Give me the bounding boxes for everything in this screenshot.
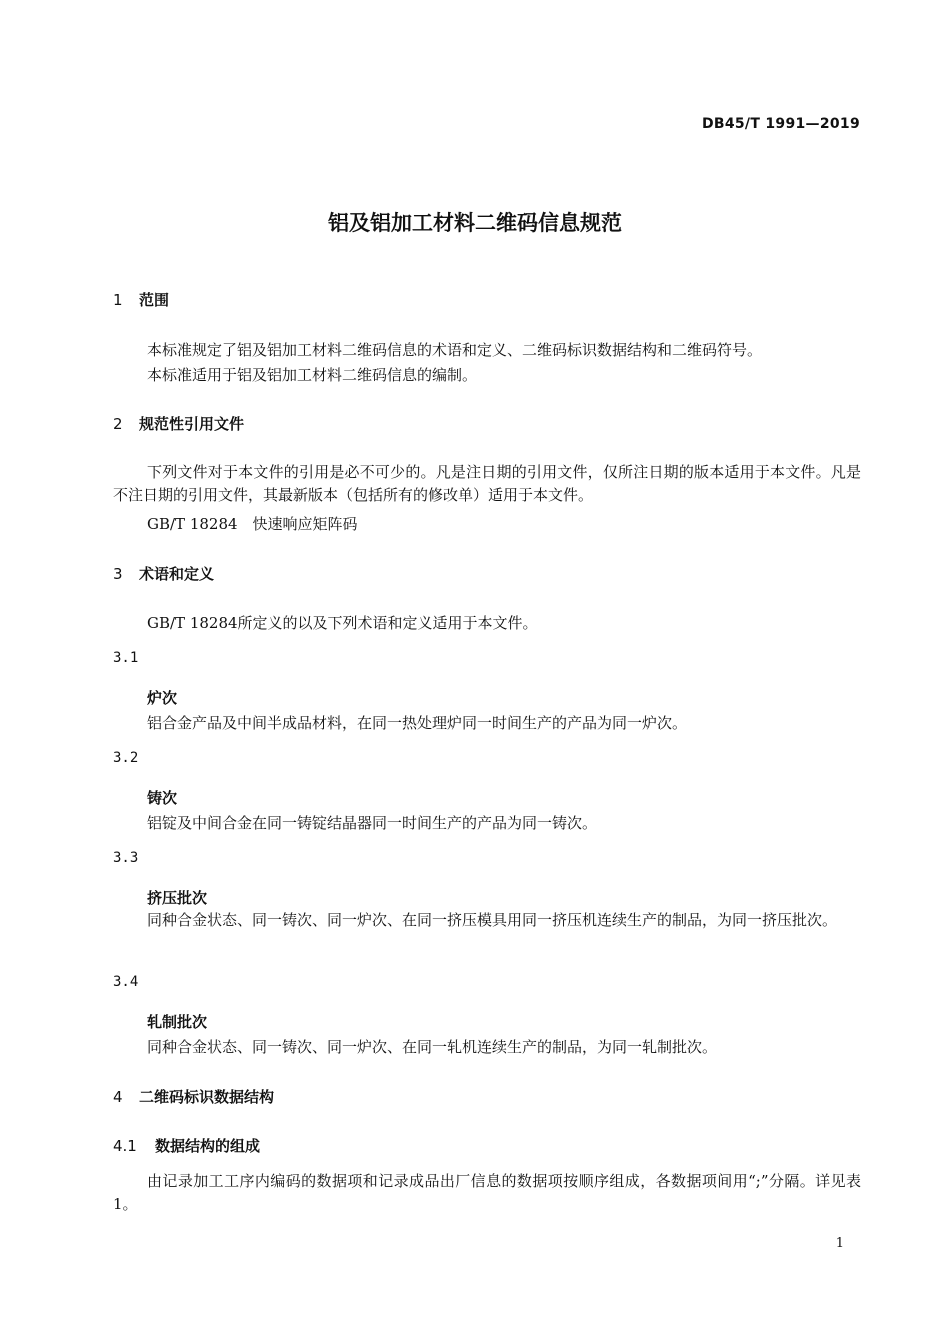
term-name: 轧制批次 (147, 1013, 208, 1031)
term-number: 3.4 (113, 974, 139, 990)
section-number: 4 (113, 1088, 123, 1106)
term-number: 3.3 (113, 850, 139, 866)
section-2-paragraph-1: 下列文件对于本文件的引用是必不可少的。凡是注日期的引用文件，仅所注日期的版本适用于本文件。凡是不注日期的引用文件，其最新版本（包括所有的修改单）适用于本文件。 (113, 463, 861, 504)
subsection-number: 4.1 (113, 1137, 137, 1155)
section-3-heading (113, 563, 214, 584)
section-title: 术语和定义 (139, 565, 215, 583)
subsection-4-1-heading (113, 1135, 260, 1156)
term-number: 3.2 (113, 750, 139, 766)
section-1-paragraph-1: 本标准规定了铝及铝加工材料二维码信息的术语和定义、二维码标识数据结构和二维码符号。 (147, 341, 763, 359)
section-4-heading (113, 1086, 274, 1107)
section-title: 二维码标识数据结构 (139, 1088, 275, 1106)
normative-reference: GB/T 18284 快速响应矩阵码 (147, 515, 358, 533)
term-name: 炉次 (147, 689, 178, 707)
section-1-heading (113, 289, 169, 310)
page-number: 1 (835, 1236, 844, 1251)
section-number: 1 (113, 291, 123, 309)
standard-code: DB45/T 1991—2019 (701, 116, 860, 132)
section-2-heading (113, 413, 244, 434)
term-definition: 同种合金状态、同一铸次、同一炉次、在同一轧机连续生产的制品，为同一轧制批次。 (147, 1038, 718, 1056)
term-number: 3.1 (113, 650, 139, 666)
subsection-4-1-paragraph: 由记录加工工序内编码的数据项和记录成品出厂信息的数据项按顺序组成，各数据项间用“;”分隔。详见表1。 (113, 1172, 861, 1213)
section-1-paragraph-2: 本标准适用于铝及铝加工材料二维码信息的编制。 (147, 366, 478, 384)
subsection-title: 数据结构的组成 (155, 1137, 261, 1155)
section-number: 3 (113, 565, 123, 583)
term-name: 挤压批次 (147, 889, 208, 907)
section-number: 2 (113, 415, 123, 433)
term-definition: 铝合金产品及中间半成品材料，在同一热处理炉同一时间生产的产品为同一炉次。 (147, 714, 688, 732)
section-title: 规范性引用文件 (139, 415, 245, 433)
term-name: 铸次 (147, 789, 178, 807)
term-definition: 铝锭及中间合金在同一铸锭结晶器同一时间生产的产品为同一铸次。 (147, 814, 598, 832)
section-title: 范围 (139, 291, 170, 309)
term-definition: 同种合金状态、同一铸次、同一炉次、在同一挤压模具用同一挤压机连续生产的制品，为同一挤压批次。 (147, 911, 838, 929)
section-3-paragraph-1: GB/T 18284所定义的以及下列术语和定义适用于本文件。 (147, 614, 538, 632)
page-title: 铝及铝加工材料二维码信息规范 (328, 211, 622, 235)
